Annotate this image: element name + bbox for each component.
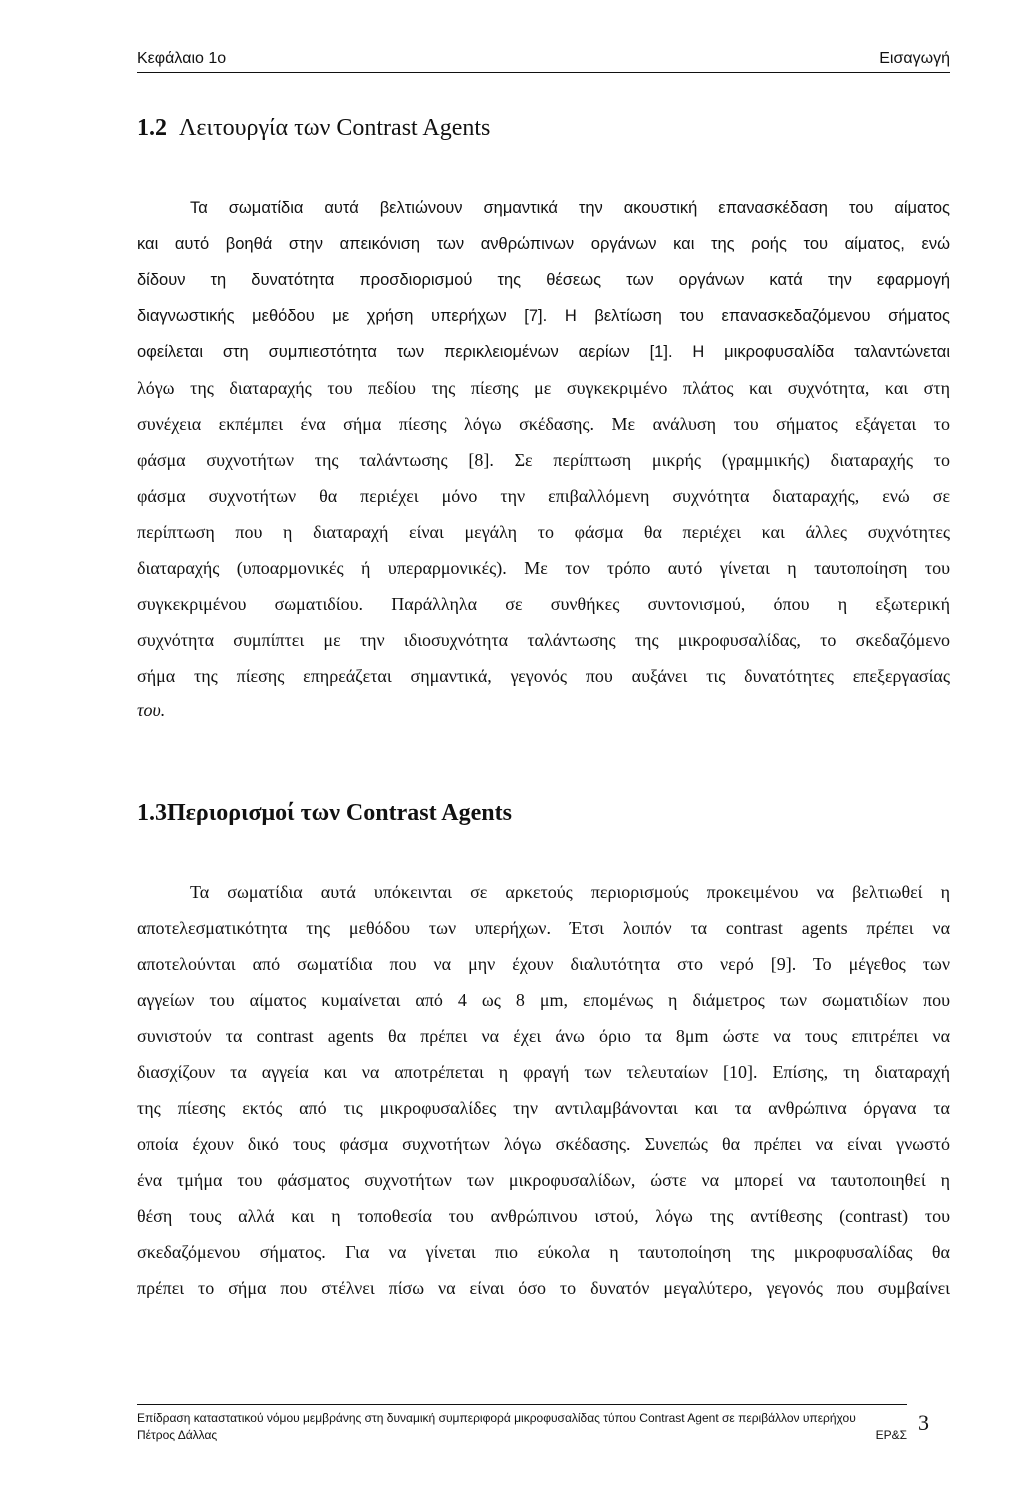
paragraph-line: πρέπει το σήμα που στέλνει πίσω να είναι όσο το δυνατόν μεγαλύτερο, γεγονός που συμβαίνει — [137, 1278, 950, 1298]
section-1-3-title: Περιορισμοί των Contrast Agents — [167, 800, 512, 826]
footer-thesis-title: Επίδραση καταστατικού νόμου μεμβράνης στη δυναμική συμπεριφορά μικροφυσαλίδας τύπου Contrast Agent σε περιβάλλον υπερήχου — [137, 1411, 856, 1425]
section-1-2-heading — [137, 115, 490, 142]
section-1-2-title-prefix: Λειτουργία των — [179, 115, 331, 141]
paragraph-line: Τα σωματίδια αυτά υπόκεινται σε αρκετούς περιορισμούς προκειμένου να βελτιωθεί η — [190, 882, 950, 902]
paragraph-line: και αυτό βοηθά στην απεικόνιση των ανθρώπινων οργάνων και της ροής του αίματος, ενώ — [137, 235, 950, 253]
paragraph-line: ένα τμήμα του φάσματος συχνοτήτων των μικροφυσαλίδων, ώστε να μπορεί να ταυτοποιηθεί η — [137, 1170, 950, 1190]
paragraph-line: Τα σωματίδια αυτά βελτιώνουν σημαντικά την ακουστική επανασκέδαση του αίματος — [190, 199, 950, 217]
section-1-2-title-rest: Contrast Agents — [336, 115, 491, 141]
footer-department: ΕΡ&Σ — [875, 1428, 907, 1442]
paragraph-line: φάσμα συχνοτήτων της ταλάντωσης [8]. Σε περίπτωση μικρής (γραμμικής) διαταραχής το — [137, 450, 950, 470]
paragraph-line: της πίεσης εκτός από τις μικροφυσαλίδες την αντιλαμβάνονται και τα ανθρώπινα όργανα τα — [137, 1098, 950, 1118]
paragraph-line: διασχίζουν τα αγγεία και να αποτρέπεται η φραγή των τελευταίων [10]. Επίσης, τη διαταραχή — [137, 1062, 950, 1082]
paragraph-line: συγκεκριμένου σωματιδίου. Παράλληλα σε συνθήκες συντονισμού, όπου η εξωτερική — [137, 594, 950, 614]
paragraph-line: διαταραχής (υποαρμονικές ή υπεραρμονικές). Με τον τρόπο αυτό γίνεται η ταυτοποίηση του — [137, 558, 950, 578]
paragraph-line: αποτελούνται από σωματίδια που να μην έχουν διαλυτότητα στο νερό [9]. Το μέγεθος των — [137, 954, 950, 974]
paragraph-line: δίδουν τη δυνατότητα προσδιορισμού της θέσεως των οργάνων κατά την εφαρμογή — [137, 271, 950, 289]
paragraph-line: οφείλεται στη συμπιεστότητα των περικλειομένων αερίων [1]. Η μικροφυσαλίδα ταλαντώνεται — [137, 343, 950, 361]
paragraph-line: θέση τους αλλά και η τοποθεσία του ανθρώπινου ιστού, λόγω της αντίθεσης (contrast) του — [137, 1206, 950, 1226]
footer-rule — [137, 1404, 907, 1405]
page-number: 3 — [918, 1410, 929, 1435]
paragraph-line: σκεδαζόμενου σήματος. Για να γίνεται πιο εύκολα η ταυτοποίηση της μικροφυσαλίδας θα — [137, 1242, 950, 1262]
paragraph-line: φάσμα συχνοτήτων θα περιέχει μόνο την επιβαλλόμενη συχνότητα διαταραχής, ενώ σε — [137, 486, 950, 506]
paragraph-line: αγγείων του αίματος κυμαίνεται από 4 ως 8 μm, επομένως η διάμετρος των σωματιδίων που — [137, 990, 950, 1010]
paragraph-line: συνέχεια εκπέμπει ένα σήμα πίεσης λόγω σκέδασης. Με ανάλυση του σήματος εξάγεται το — [137, 414, 950, 434]
paragraph-line: συχνότητα συμπίπτει με την ιδιοσυχνότητα ταλάντωσης της μικροφυσαλίδας, το σκεδαζόμενο — [137, 630, 950, 650]
paragraph-line: οποία έχουν δικό τους φάσμα συχνοτήτων λόγω σκέδασης. Συνεπώς θα πρέπει να είναι γνωστό — [137, 1134, 950, 1154]
header-rule — [137, 72, 950, 73]
section-1-2-number: 1.2 — [137, 115, 167, 141]
paragraph-line: του. — [137, 700, 166, 720]
paragraph-line: διαγνωστικής μεθόδου με χρήση υπερήχων [7]. Η βελτίωση του επανασκεδαζόμενου σήματος — [137, 307, 950, 325]
running-header-chapter: Κεφάλαιο 1ο — [137, 50, 227, 67]
paragraph-line: αποτελεσματικότητα της μεθόδου των υπερήχων. Έτσι λοιπόν τα contrast agents πρέπει να — [137, 918, 950, 938]
paragraph-line: λόγω της διαταραχής του πεδίου της πίεσης με συγκεκριμένο πλάτος και συχνότητα, και στη — [137, 378, 950, 398]
section-1-3-number: 1.3 — [137, 800, 167, 826]
paragraph-line: περίπτωση που η διαταραχή είναι μεγάλη το φάσμα θα περιέχει και άλλες συχνότητες — [137, 522, 950, 542]
footer-author: Πέτρος Δάλλας — [137, 1428, 218, 1442]
running-header-section: Εισαγωγή — [879, 50, 950, 67]
section-1-3-heading — [137, 800, 512, 827]
paragraph-line: συνιστούν τα contrast agents θα πρέπει να έχει άνω όριο τα 8μm ώστε να τους επιτρέπει να — [137, 1026, 950, 1046]
paragraph-line: σήμα της πίεσης επηρεάζεται σημαντικά, γεγονός που αυξάνει τις δυνατότητες επεξεργασίας — [137, 666, 950, 686]
